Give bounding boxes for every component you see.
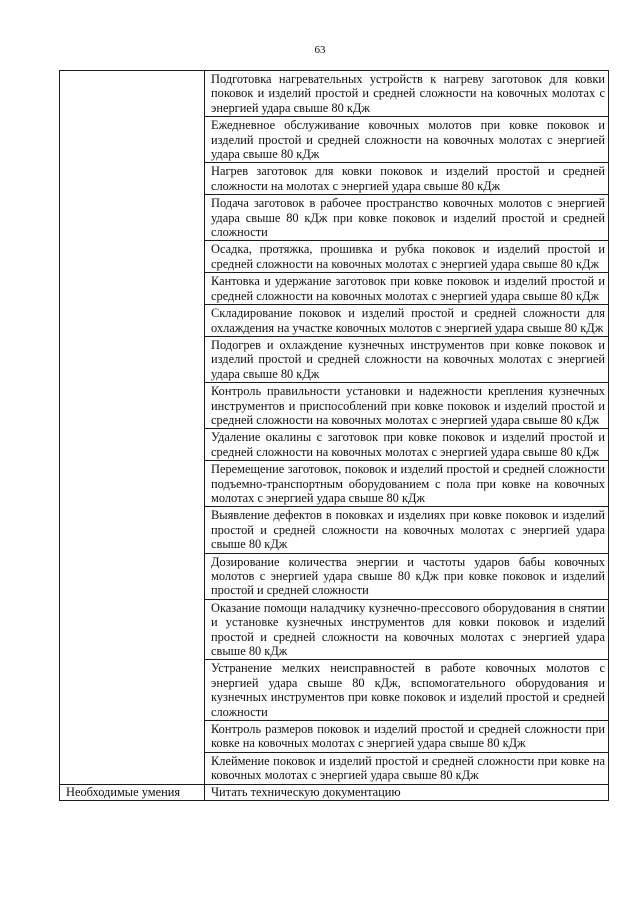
- labor-action-text: Осадка, протяжка, прошивка и рубка поковок и изделий простой и средней сложности на ковочных молотах с энергией удара свыше 80 кДж: [205, 241, 609, 273]
- labor-action-text: Подготовка нагревательных устройств к нагреву заготовок для ковки поковок и изделий простой и средней сложности на ковочных молотах с энергией удара свыше 80 кДж: [205, 71, 609, 117]
- labor-action-text: Контроль размеров поковок и изделий простой и средней сложности при ковке на ковочных молотах с энергией удара свыше 80 кДж: [205, 721, 609, 753]
- labor-action-text: Удаление окалины с заготовок при ковке поковок и изделий простой и средней сложности на ковочных молотах с энергией удара свыше 80 кДж: [205, 429, 609, 461]
- labor-action-text: Нагрев заготовок для ковки поковок и изделий простой и средней сложности на молотах с энергией удара свыше 80 кДж: [205, 163, 609, 195]
- labor-actions-table: [59, 70, 609, 801]
- table-row: [60, 784, 609, 800]
- labor-action-text: Перемещение заготовок, поковок и изделий простой и средней сложности подъемно-транспортным оборудованием с пола при ковке на ковочных молотах с энергией удара свыше 80 кДж: [205, 461, 609, 507]
- skills-label: Необходимые умения: [60, 784, 205, 800]
- labor-action-text: Устранение мелких неисправностей в работе ковочных молотов с энергией удара свыше 80 кДж, вспомогательного оборудования и кузнечных инструментов при ковке поковок и изделий простой и средней сложности: [205, 660, 609, 721]
- labor-action-text: Складирование поковок и изделий простой и средней сложности для охлаждения на участке ковочных молотов с энергией удара свыше 80 кДж: [205, 305, 609, 337]
- labor-actions-body: [60, 71, 609, 801]
- labor-action-text: Клеймение поковок и изделий простой и средней сложности при ковке на ковочных молотах с энергией удара свыше 80 кДж: [205, 752, 609, 784]
- labor-action-text: Подача заготовок в рабочее пространство ковочных молотов с энергией удара свыше 80 кДж при ковке поковок и изделий простой и средней сложности: [205, 195, 609, 241]
- labor-action-text: Дозирование количества энергии и частоты ударов бабы ковочных молотов с энергией удара свыше 80 кДж при ковке поковок и изделий простой и средней сложности: [205, 553, 609, 599]
- table-row: [60, 71, 609, 117]
- labor-action-text: Контроль правильности установки и надежности крепления кузнечных инструментов и приспособлений при ковке поковок и изделий простой и средней сложности на ковочных молотах с энергией удара свыше 80 кДж: [205, 383, 609, 429]
- labor-action-text: Выявление дефектов в поковках и изделиях при ковке поковок и изделий простой и средней сложности на ковочных молотах с энергией удара свыше 80 кДж: [205, 507, 609, 553]
- labor-action-text: Подогрев и охлаждение кузнечных инструментов при ковке поковок и изделий простой и средней сложности на ковочных молотах с энергией удара свыше 80 кДж: [205, 336, 609, 382]
- labor-action-text: Ежедневное обслуживание ковочных молотов при ковке поковок и изделий простой и средней сложности на ковочных молотах с энергией удара свыше 80 кДж: [205, 117, 609, 163]
- labor-action-text: Оказание помощи наладчику кузнечно-прессового оборудования в снятии и установке кузнечных инструментов для ковки поковок и изделий простой и средней сложности на ковочных молотах с энергией удара свыше 80 кДж: [205, 599, 609, 660]
- page-number: 63: [314, 44, 326, 56]
- labor-action-text: Кантовка и удержание заготовок при ковке поковок и изделий простой и средней сложности на ковочных молотах с энергией удара свыше 80 кДж: [205, 273, 609, 305]
- skill-text: Читать техническую документацию: [205, 784, 609, 800]
- labor-actions-label-cell: [60, 71, 205, 785]
